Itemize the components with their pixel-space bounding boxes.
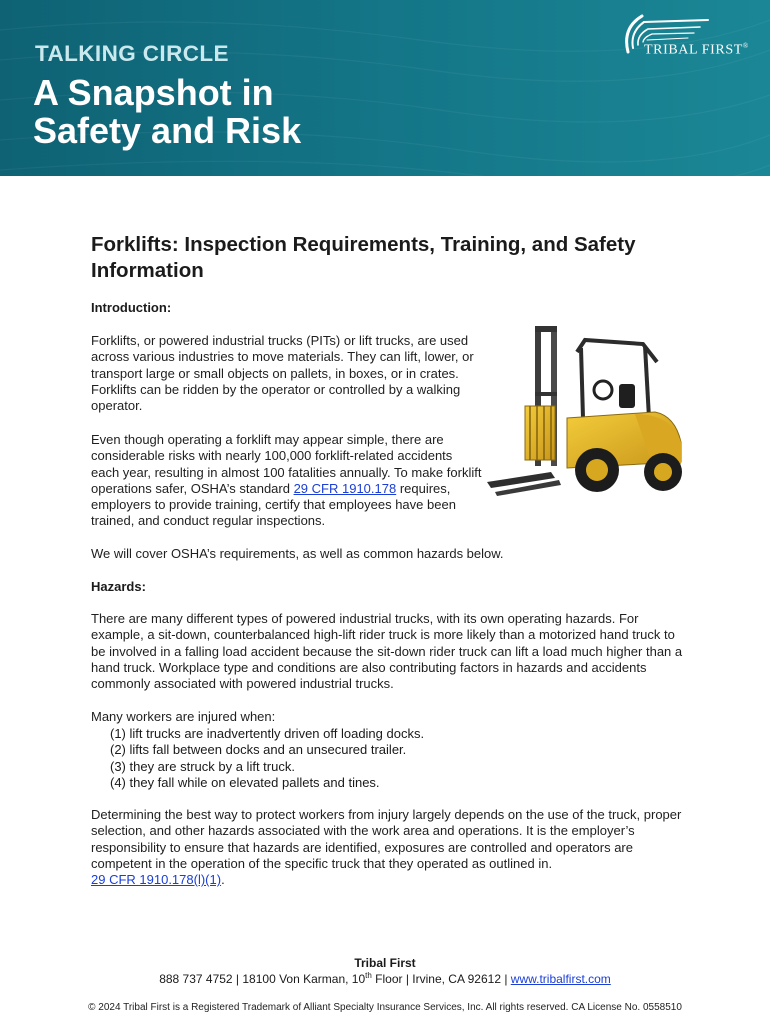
intro-heading: Introduction:: [91, 300, 172, 315]
injured-lead: Many workers are injured when:: [91, 709, 276, 724]
intro-paragraph-3: We will cover OSHA’s requirements, as well as common hazards below.: [91, 546, 504, 561]
headline-line-1: A Snapshot in: [33, 72, 274, 113]
osha-training-link[interactable]: 29 CFR 1910.178(l)(1): [91, 872, 222, 888]
osha-standard-link[interactable]: 29 CFR 1910.178: [293, 480, 397, 496]
footer-address-sup: th: [365, 971, 372, 980]
website-link[interactable]: www.tribalfirst.com: [510, 972, 611, 986]
banner-headline: [33, 74, 301, 150]
footer-address-end: Floor | Irvine, CA 92612 |: [371, 972, 511, 986]
footer-company: Tribal First: [354, 956, 416, 970]
intro-paragraph-1: Forklifts, or powered industrial trucks (PITs) or lift trucks, are used across various industries to move materials. They can lift, lower, or transport large or small objects on pallets, in boxes, or in crates. Forklifts can be ridden by the operator or controlled by a walking operator.: [91, 333, 474, 414]
hazards-paragraph: There are many different types of powered industrial trucks, with its own operating hazards. For example, a sit-down, counterbalanced high-lift rider truck is more likely than a motorized hand truck to be involved in a falling load accident because the sit-down rider truck can lift a load much higher than a hand truck. Workplace type and conditions are also contributing factors in hazards and accidents commonly associated with powered industrial trucks.: [91, 611, 683, 692]
footer-address: 888 737 4752 | 18100 Von Karman, 10: [159, 972, 366, 986]
closing-text: Determining the best way to protect workers from injury largely depends on the use of the truck, proper selection, and other hazards associated with the work area and operations. It is the employer’s responsibility to ensure that hazards are identified, exposures are controlled and operators are competent in the operation of the specific truck that they operated as outlined in.: [91, 807, 682, 871]
logo-wordmark: [644, 42, 749, 59]
header-banner: [0, 0, 770, 176]
injury-list: [110, 726, 424, 791]
list-item: (1) lift trucks are inadvertently driven off loading docks.: [110, 726, 425, 741]
forklift-illustration: [485, 322, 690, 502]
hazards-heading: Hazards:: [91, 579, 146, 594]
intro-p2-text-end: requires, employers to provide training, certify that employees have been trained, and conduct regular inspections.: [91, 480, 456, 529]
article-title: Forklifts: Inspection Requirements, Training, and Safety Information: [91, 233, 636, 282]
banner-kicker: TALKING CIRCLE: [35, 41, 229, 66]
tribal-first-logo-icon: [620, 8, 760, 68]
intro-paragraph-2: [91, 432, 483, 530]
logo-registered-mark: ®: [742, 42, 749, 50]
list-item: (2) lifts fall between docks and an unsecured trailer.: [110, 742, 407, 758]
footer-copyright: © 2024 Tribal First is a Registered Trademark of Alliant Specialty Insurance Services, Inc. All rights reserved. CA License No. 0558510: [88, 1002, 682, 1013]
list-item: (4) they fall while on elevated pallets and tines.: [110, 774, 380, 790]
headline-line-2: Safety and Risk: [33, 110, 302, 151]
list-item: (3) they are struck by a lift truck.: [110, 758, 295, 774]
footer-contact: [0, 971, 770, 986]
logo-text: TRIBAL FIRST: [644, 42, 743, 58]
closing-paragraph: [91, 807, 683, 888]
closing-period: .: [221, 872, 225, 888]
intro-p2-text: Even though operating a forklift may appear simple, there are considerable risks with nearly 100,000 forklift-related accidents each year, resulting in almost 100 fatalities annually. To make forklift operations safer, OSHA’s standard: [91, 432, 482, 496]
